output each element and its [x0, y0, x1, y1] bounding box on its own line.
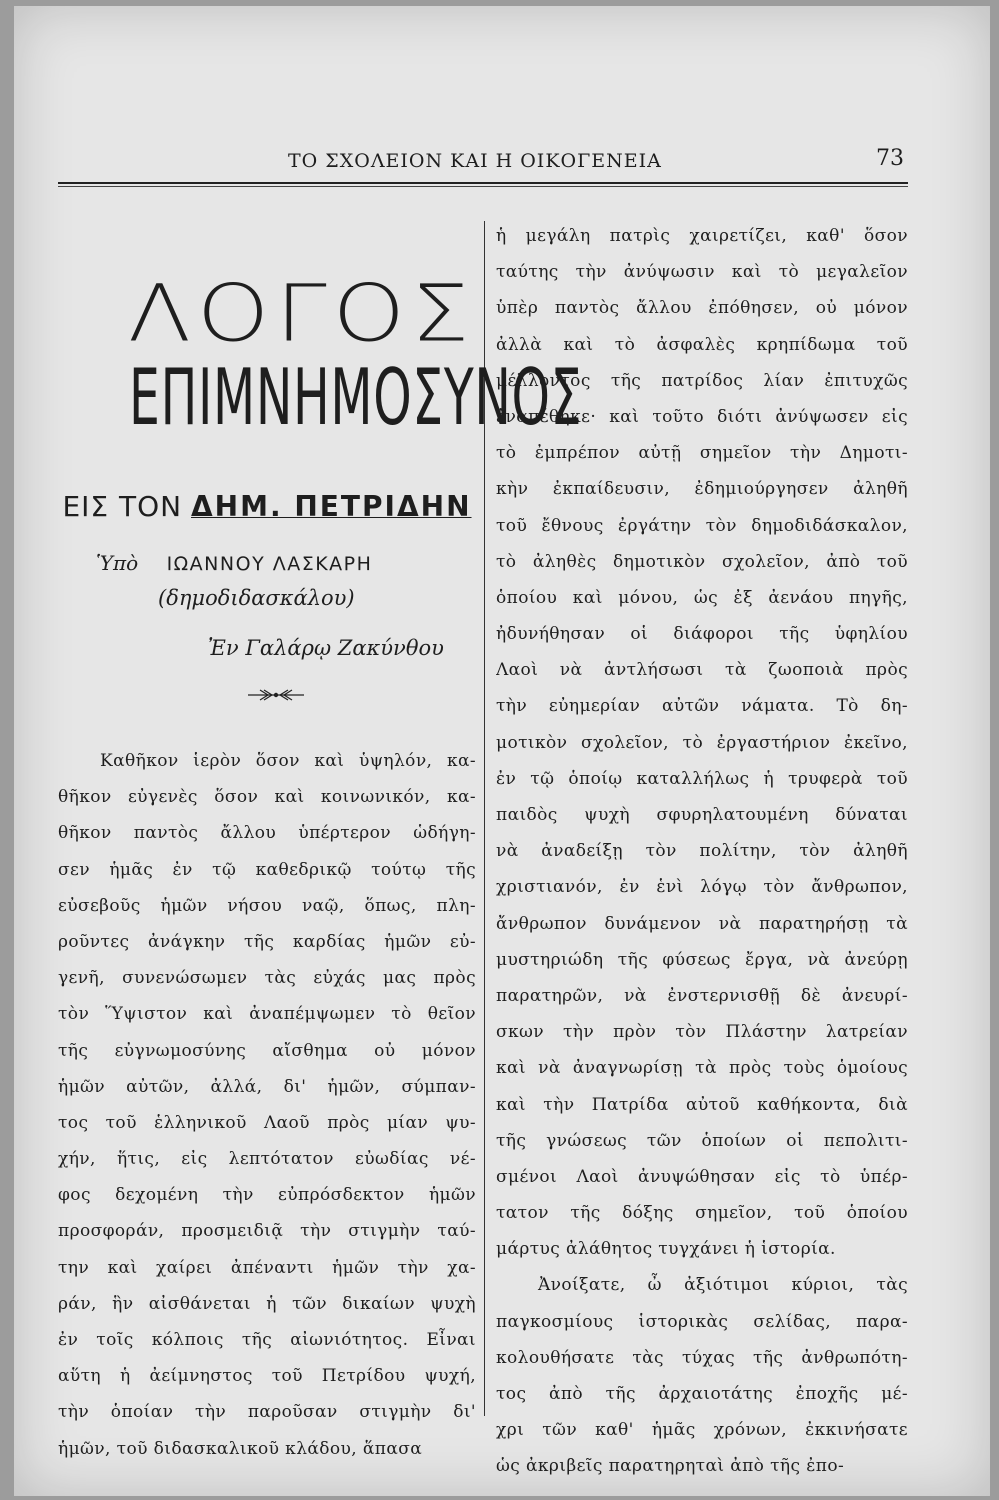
text-line: καὶ νὰ ἀναγνωρίσῃ τὰ πρὸς τοὺς ὁμοίους — [496, 1058, 908, 1079]
text-line: ἄνθρωπον δυνάμενον νὰ παρατηρήσῃ τὰ — [496, 913, 908, 934]
subtitle-prefix: ΕΙΣ ΤΟΝ — [62, 490, 183, 523]
text-line: τὴν εὐημερίαν αὐτῶν νάματα. Τὸ δη- — [496, 696, 908, 717]
scanned-page — [14, 6, 990, 1496]
text-line: χριστιανόν, ἐν ἑνὶ λόγῳ τὸν ἄνθρωπον, — [496, 877, 908, 898]
text-line: κολουθήσατε τὰς τύχας τῆς ἀνθρωπότη- — [496, 1347, 908, 1368]
author-name: ΙΩΑΝΝΟΥ ΛΑΣΚΑΡΗ — [166, 553, 373, 575]
text-line: ἐν τῷ ὁποίῳ καταλλήλως ἡ τρυφερὰ τοῦ — [496, 768, 908, 789]
text-line: ἐναπέθηκε· καὶ τοῦτο διότι ἀνύψωσεν εἰς — [496, 406, 908, 427]
text-line: χρι τῶν καθ' ἡμᾶς χρόνων, ἐκκινήσατε — [496, 1420, 908, 1441]
running-header — [58, 146, 908, 180]
text-line: μυστηριώδη τῆς φύσεως ἔργα, νὰ ἀνεύρῃ — [496, 949, 908, 970]
text-line: γενῆ, συνενώσωμεν τὰς εὐχάς μας πρὸς — [58, 968, 476, 989]
text-line: ἠδυνήθησαν οἱ διάφοροι τῆς ὑφηλίου — [496, 624, 908, 645]
text-line: θῆκον παντὸς ἄλλου ὑπέρτερον ὡδήγη- — [58, 823, 476, 844]
left-column-body — [58, 743, 476, 1467]
text-line: μέλλοντος τῆς πατρίδος λίαν ἐπιτυχῶς — [496, 370, 908, 391]
text-line: ὑπὲρ παντὸς ἄλλου ἐπόθησεν, οὐ μόνον — [496, 298, 908, 319]
page-number: 73 — [876, 146, 904, 171]
text-line: ἐν τοῖς κόλποις τῆς αἰωνιότητος. Εἶναι — [58, 1330, 476, 1350]
text-line: παρατηρῶν, νὰ ἐνστερνισθῇ δὲ ἀνευρί- — [496, 985, 908, 1006]
text-line: τος τοῦ ἑλληνικοῦ Λαοῦ πρὸς μίαν ψυ- — [58, 1112, 476, 1133]
text-line: τῆς εὐγνωμοσύνης αἴσθημα οὐ μόνον — [58, 1040, 476, 1061]
text-line: ὁποίου καὶ μόνου, ὡς ἐξ ἀενάου πηγῆς, — [496, 587, 908, 608]
text-line: θῆκον εὐγενὲς ὅσον καὶ κοινωνικόν, κα- — [58, 787, 476, 808]
text-line: προσφοράν, προσμειδιᾷ τὴν στιγμὴν ταύ- — [58, 1221, 476, 1242]
text-line: τὸ ἀληθὲς δημοτικὸν σχολεῖον, ἀπὸ τοῦ — [496, 551, 908, 572]
text-line: ἡ μεγάλη πατρὶς χαιρετίζει, καθ' ὅσον — [496, 226, 908, 246]
text-line: κὴν ἐκπαίδευσιν, ἐδημιούργησεν ἀληθῆ — [496, 479, 908, 500]
text-line: τὸν Ὕψιστον καὶ ἀναπέμψωμεν τὸ θεῖον — [58, 1004, 476, 1025]
author-place: Ἐν Γαλάρῳ Ζακύνθου — [208, 636, 444, 660]
text-line: Λαοὶ νὰ ἀντλήσωσι τὰ ζωοποιὰ πρὸς — [496, 660, 908, 681]
text-line: ὡς ἀκριβεῖς παρατηρηταὶ ἀπὸ τῆς ἐπο- — [496, 1456, 845, 1477]
text-line: τατον τῆς δόξης σημεῖον, τοῦ ὁποίου — [496, 1203, 908, 1224]
article-title-line1: ΛΟΓΟΣ — [128, 268, 476, 360]
text-line: φος δεχομένη τὴν εὐπρόσδεκτον ἡμῶν — [58, 1185, 476, 1206]
header-rule — [58, 182, 908, 187]
text-line: παγκοσμίους ἱστορικὰς σελίδας, παρα- — [496, 1311, 908, 1332]
author-profession: (δημοδιδασκάλου) — [158, 586, 355, 610]
text-line: σκων τὴν πρὸν τὸν Πλάστην λατρείαν — [496, 1022, 908, 1043]
text-line: τῆς γνώσεως τῶν ὁποίων οἱ πεπολιτι- — [496, 1130, 908, 1151]
text-line: εὐσεβοῦς ἡμῶν νήσου ναῷ, ὅπως, πλη- — [58, 895, 476, 916]
text-line: μοτικὸν σχολεῖον, τὸ ἐργαστήριον ἐκεῖνο, — [496, 732, 908, 753]
text-line: παιδὸς ψυχὴ σφυρηλατουμένη δύναται — [496, 805, 908, 825]
text-line: σμένοι Λαοὶ ἀνυψώθησαν εἰς τὸ ὑπέρ- — [496, 1166, 908, 1187]
text-line: μάρτυς ἀλάθητος τυγχάνει ἡ ἱστορία. — [496, 1239, 836, 1260]
text-line: ἡμῶν, τοῦ διδασκαλικοῦ κλάδου, ἅπασα — [58, 1438, 423, 1459]
article-title-line2: ΕΠΙΜΝΗΜΟΣΥΝΟΣ — [129, 352, 583, 444]
byline-by: Ὑπὸ — [96, 551, 139, 575]
text-line: σεν ἡμᾶς ἐν τῷ καθεδρικῷ τούτῳ τῆς — [58, 859, 476, 880]
text-line: την καὶ χαίρει ἀπέναντι ἡμῶν τὴν χα- — [58, 1257, 476, 1278]
subtitle-name: ΔΗΜ. ΠΕΤΡΙΔΗΝ — [191, 490, 472, 523]
text-line: καὶ τὴν Πατρίδα αὐτοῦ καθήκοντα, διὰ — [496, 1094, 908, 1115]
ornament-divider-icon — [246, 688, 306, 702]
running-title: ΤΟ ΣΧΟΛΕΙΟΝ ΚΑΙ Η ΟΙΚΟΓΕΝΕΙΑ — [288, 150, 662, 172]
right-column-body — [496, 218, 908, 1485]
text-line: ταύτης τὴν ἀνύψωσιν καὶ τὸ μεγαλεῖον — [496, 262, 908, 283]
text-line: τὸ ἐμπρέπον αὐτῇ σημεῖον τὴν Δημοτι- — [496, 443, 908, 464]
text-line: ροῦντες ἀνάγκην τῆς καρδίας ἡμῶν εὐ- — [58, 931, 476, 952]
text-line: τος ἀπὸ τῆς ἀρχαιοτάτης ἐποχῆς μέ- — [496, 1384, 908, 1404]
text-line: ἀλλὰ καὶ τὸ ἀσφαλὲς κρηπίδωμα τοῦ — [496, 334, 908, 355]
text-line: τὴν ὁποίαν τὴν παροῦσαν στιγμὴν δι' — [58, 1402, 476, 1423]
text-line: νὰ ἀναδείξῃ τὸν πολίτην, τὸν ἀληθῆ — [496, 841, 908, 862]
byline — [96, 551, 372, 575]
article-subtitle — [58, 490, 476, 523]
text-line: ράν, ἣν αἰσθάνεται ἡ τῶν δικαίων ψυχὴ — [58, 1293, 476, 1314]
text-line: χήν, ἥτις, εἰς λεπτότατον εὐωδίας νέ- — [58, 1149, 476, 1170]
text-line: Ἀνοίξατε, ὦ ἀξιότιμοι κύριοι, τὰς — [538, 1275, 908, 1296]
text-line: αὕτη ἡ ἀείμνηστος τοῦ Πετρίδου ψυχή, — [58, 1366, 476, 1387]
text-line: ἡμῶν αὐτῶν, ἀλλά, δι' ἡμῶν, σύμπαν- — [58, 1076, 476, 1097]
text-line: τοῦ ἔθνους ἐργάτην τὸν δημοδιδάσκαλον, — [496, 515, 908, 536]
text-line: Καθῆκον ἱερὸν ὅσον καὶ ὑψηλόν, κα- — [100, 751, 476, 771]
